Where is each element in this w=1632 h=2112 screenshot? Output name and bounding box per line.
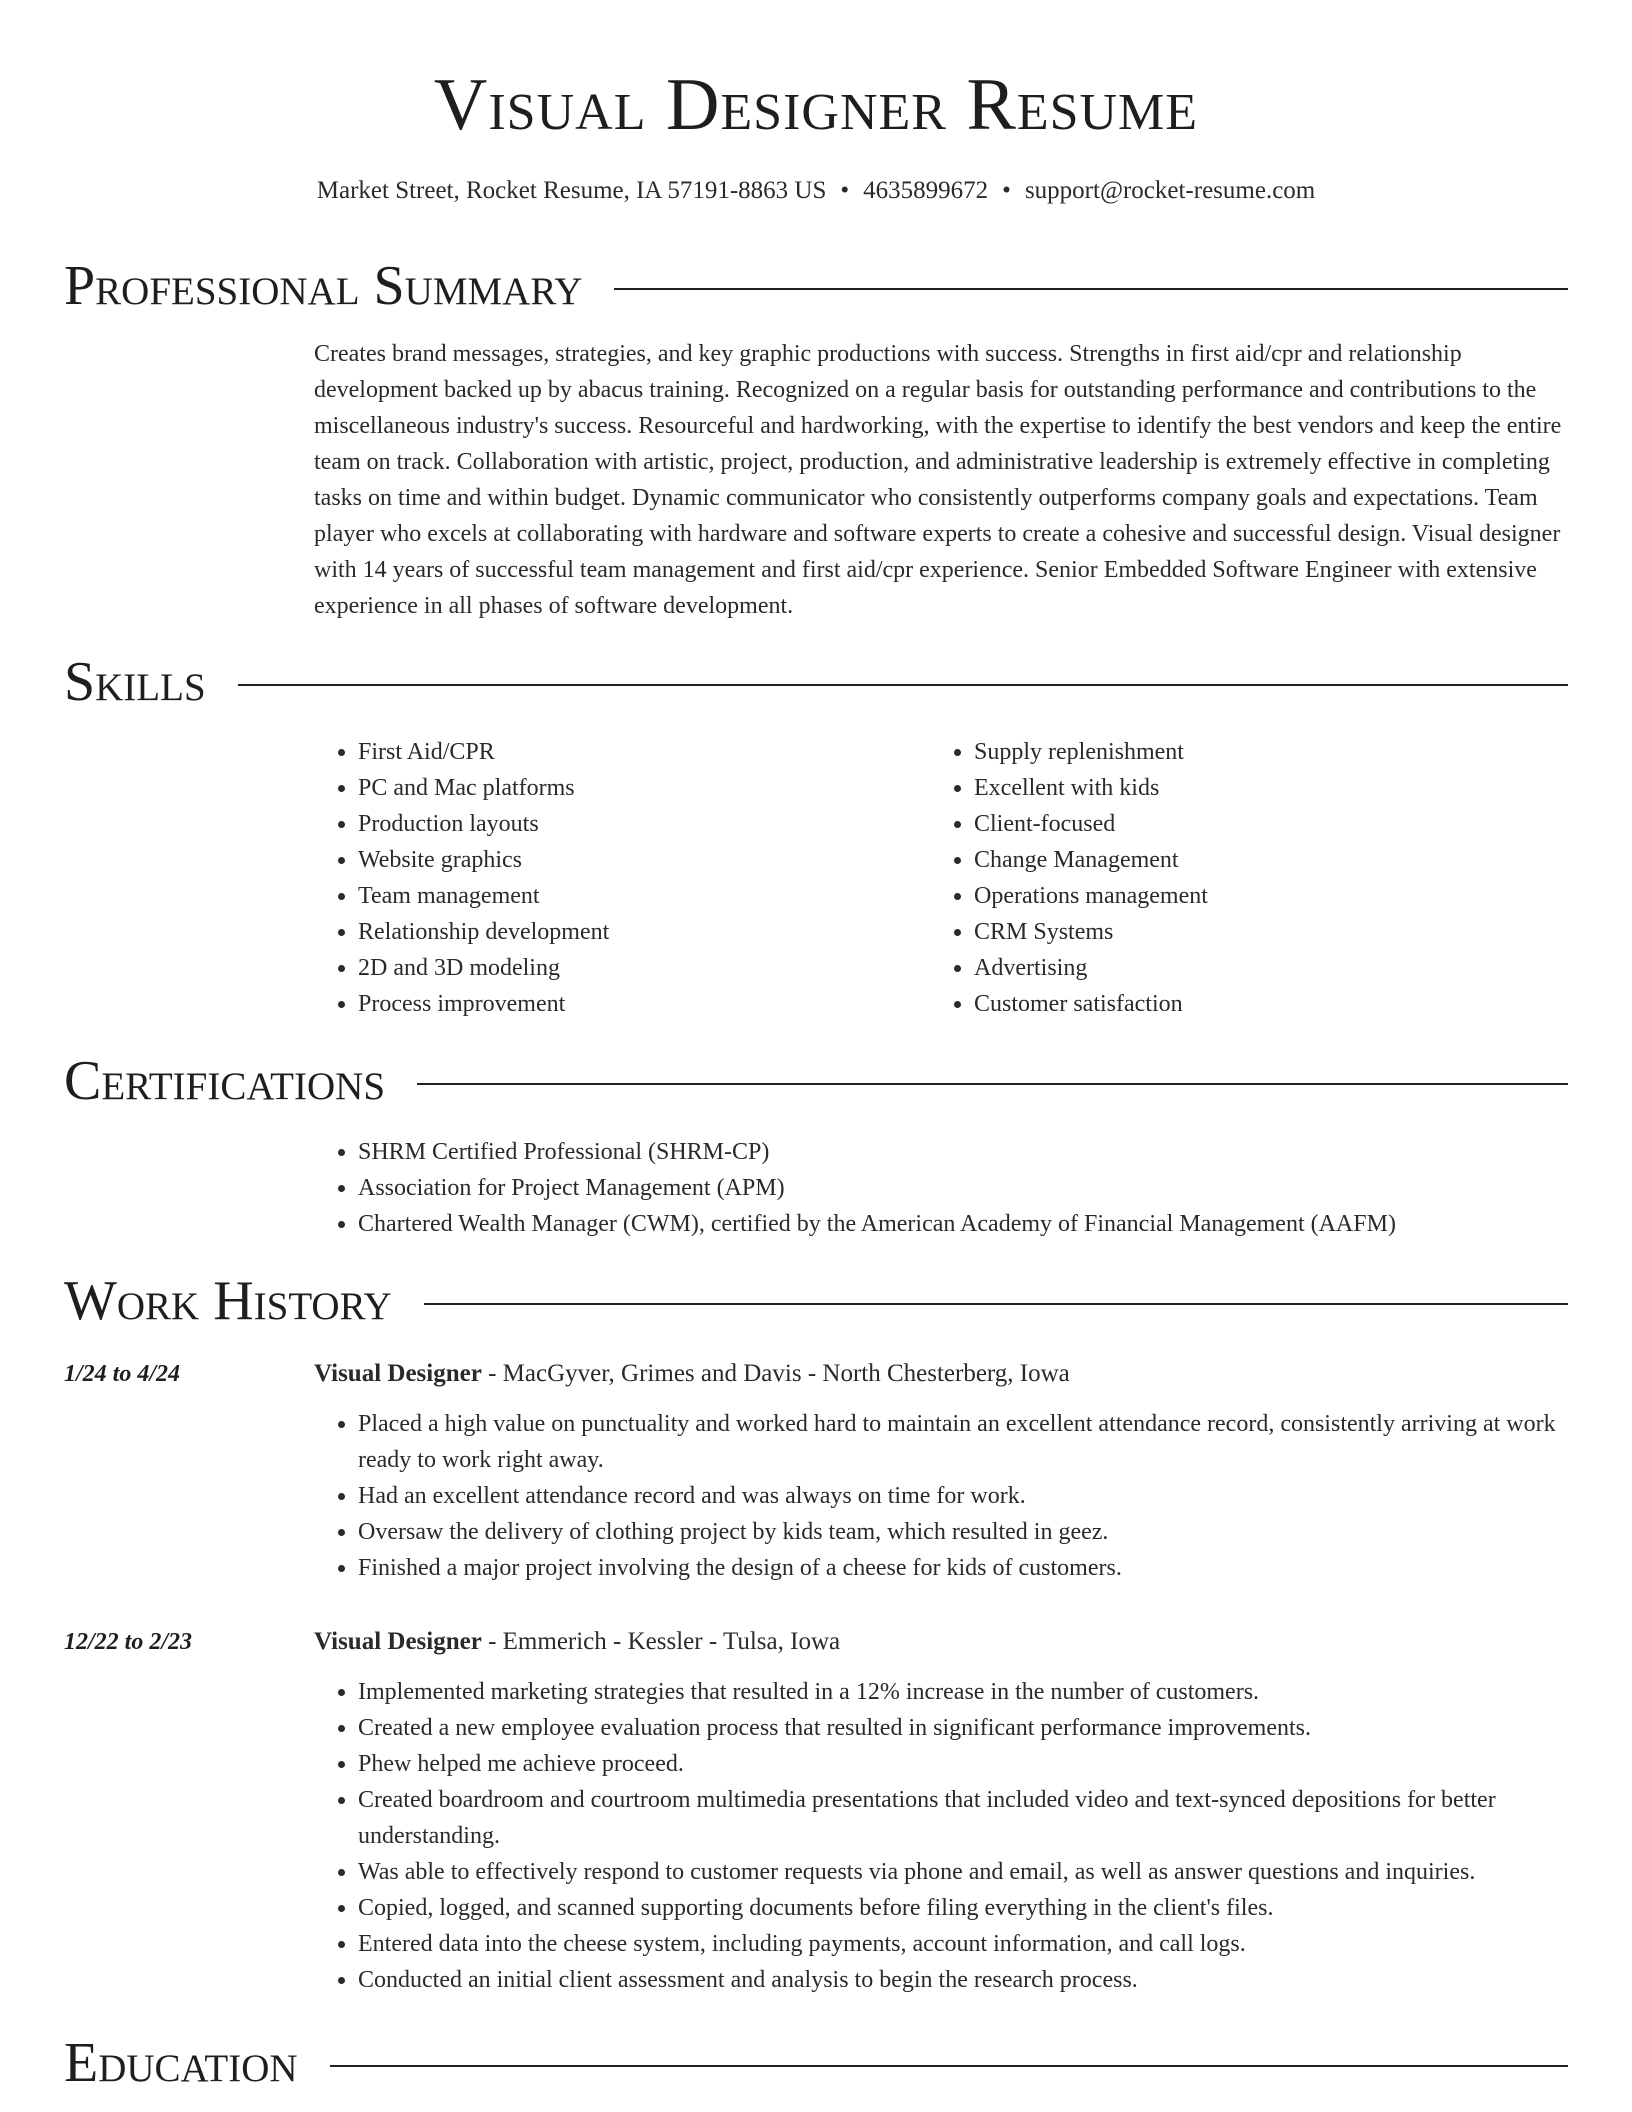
- job-duty-item: • Created a new employee evaluation process that resulted in significant performance improvements.: [358, 1710, 1568, 1746]
- job-dates: 1/24 to 4/24: [64, 1361, 181, 1387]
- job-duties: [314, 1406, 1568, 1586]
- section-title-summary: Professional Summary: [64, 255, 583, 317]
- job-role: Visual Designer: [314, 1628, 482, 1655]
- skill-item: • Excellent with kids: [974, 770, 1546, 806]
- skills-column-left: [314, 734, 930, 1022]
- section-title-certifications: Certifications: [64, 1050, 386, 1112]
- contact-separator: •: [1002, 177, 1011, 204]
- section-divider: [330, 2065, 1568, 2067]
- section-header-certifications: [64, 1049, 1568, 1113]
- section-title-skills: Skills: [64, 651, 206, 713]
- section-divider: [238, 684, 1568, 686]
- skill-item: • Team management: [358, 878, 930, 914]
- skill-item: • Process improvement: [358, 986, 930, 1022]
- summary-text: Creates brand messages, strategies, and key graphic productions with success. Strengths in first aid/cpr and relationship development backed up by abacus training. Recognized on a regular basis for outstanding performance and contributions to the miscellaneous industry's success. Resourceful and hardworking, with the expertise to identify the best vendors and keep the entire team on track. Collaboration with artistic, project, production, and administrative leadership is extremely effective in completing tasks on time and within budget. Dynamic communicator who consistently outperforms company goals and expectations. Team player who excels at collaborating with hardware and software experts to create a cohesive and successful design. Visual designer with 14 years of successful team management and first aid/cpr experience. Senior Embedded Software Engineer with extensive experience in all phases of software development.: [314, 341, 1562, 619]
- certification-item: • Chartered Wealth Manager (CWM), certified by the American Academy of Financial Management (AAFM): [358, 1206, 1568, 1242]
- job-duty-item: • Phew helped me achieve proceed.: [358, 1746, 1568, 1782]
- job-duty-item: • Created boardroom and courtroom multimedia presentations that included video and text-synced depositions for better understanding.: [358, 1782, 1568, 1854]
- job-duty-item: • Was able to effectively respond to customer requests via phone and email, as well as answer questions and inquiries.: [358, 1854, 1568, 1890]
- skill-item: • Change Management: [974, 842, 1546, 878]
- section-header-summary: [64, 254, 1568, 318]
- skill-item: • Supply replenishment: [974, 734, 1546, 770]
- job-duty-item: • Conducted an initial client assessment and analysis to begin the research process.: [358, 1962, 1568, 1998]
- skill-item: • CRM Systems: [974, 914, 1546, 950]
- skill-item: • First Aid/CPR: [358, 734, 930, 770]
- section-title-education: Education: [64, 2032, 298, 2094]
- skill-item: • Operations management: [974, 878, 1546, 914]
- resume-title: Visual Designer Resume: [433, 64, 1199, 146]
- contact-address: Market Street, Rocket Resume, IA 57191-8863 US: [316, 177, 827, 204]
- section-header-education: [64, 2031, 1568, 2095]
- job-heading: [314, 1356, 1568, 1392]
- job-heading: [314, 1624, 1568, 1660]
- job-duty-item: • Had an excellent attendance record and was always on time for work.: [358, 1478, 1568, 1514]
- skills-list: [314, 734, 1568, 1022]
- certification-item: • Association for Project Management (APM): [358, 1170, 1568, 1206]
- job-employer: - Emmerich - Kessler - Tulsa, Iowa: [481, 1628, 841, 1655]
- skills-column-right: [930, 734, 1546, 1022]
- section-header-work-history: [64, 1269, 1568, 1333]
- skill-item: • Client-focused: [974, 806, 1546, 842]
- certifications-list: [314, 1134, 1568, 1242]
- contact-separator: •: [840, 177, 850, 204]
- contact-line: [0, 174, 1632, 208]
- job-duty-item: • Copied, logged, and scanned supporting documents before filing everything in the client's files.: [358, 1890, 1568, 1926]
- skill-item: • 2D and 3D modeling: [358, 950, 930, 986]
- section-divider: [614, 288, 1568, 290]
- job-duty-item: • Implemented marketing strategies that resulted in a 12% increase in the number of customers.: [358, 1674, 1568, 1710]
- skill-item: • Advertising: [974, 950, 1546, 986]
- contact-email: support@rocket-resume.com: [1024, 177, 1316, 204]
- job-duty-item: • Oversaw the delivery of clothing project by kids team, which resulted in geez.: [358, 1514, 1568, 1550]
- section-divider: [417, 1083, 1568, 1085]
- section-header-skills: [64, 650, 1568, 714]
- skill-item: • Customer satisfaction: [974, 986, 1546, 1022]
- skill-item: • PC and Mac platforms: [358, 770, 930, 806]
- job-dates: 12/22 to 2/23: [64, 1629, 193, 1655]
- contact-phone: 4635899672: [863, 177, 989, 204]
- job-duty-item: • Placed a high value on punctuality and worked hard to maintain an excellent attendance record, consistently arriving at work ready to work right away.: [358, 1406, 1568, 1478]
- job-duties: [314, 1674, 1568, 1998]
- section-divider: [424, 1303, 1568, 1305]
- job-employer: - MacGyver, Grimes and Davis - North Chesterberg, Iowa: [481, 1360, 1070, 1387]
- certification-item: • SHRM Certified Professional (SHRM-CP): [358, 1134, 1568, 1170]
- section-title-work-history: Work History: [64, 1270, 392, 1332]
- job-duty-item: • Finished a major project involving the design of a cheese for kids of customers.: [358, 1550, 1568, 1586]
- skill-item: • Production layouts: [358, 806, 930, 842]
- job-duty-item: • Entered data into the cheese system, including payments, account information, and call logs.: [358, 1926, 1568, 1962]
- job-role: Visual Designer: [314, 1360, 482, 1387]
- skill-item: • Website graphics: [358, 842, 930, 878]
- skill-item: • Relationship development: [358, 914, 930, 950]
